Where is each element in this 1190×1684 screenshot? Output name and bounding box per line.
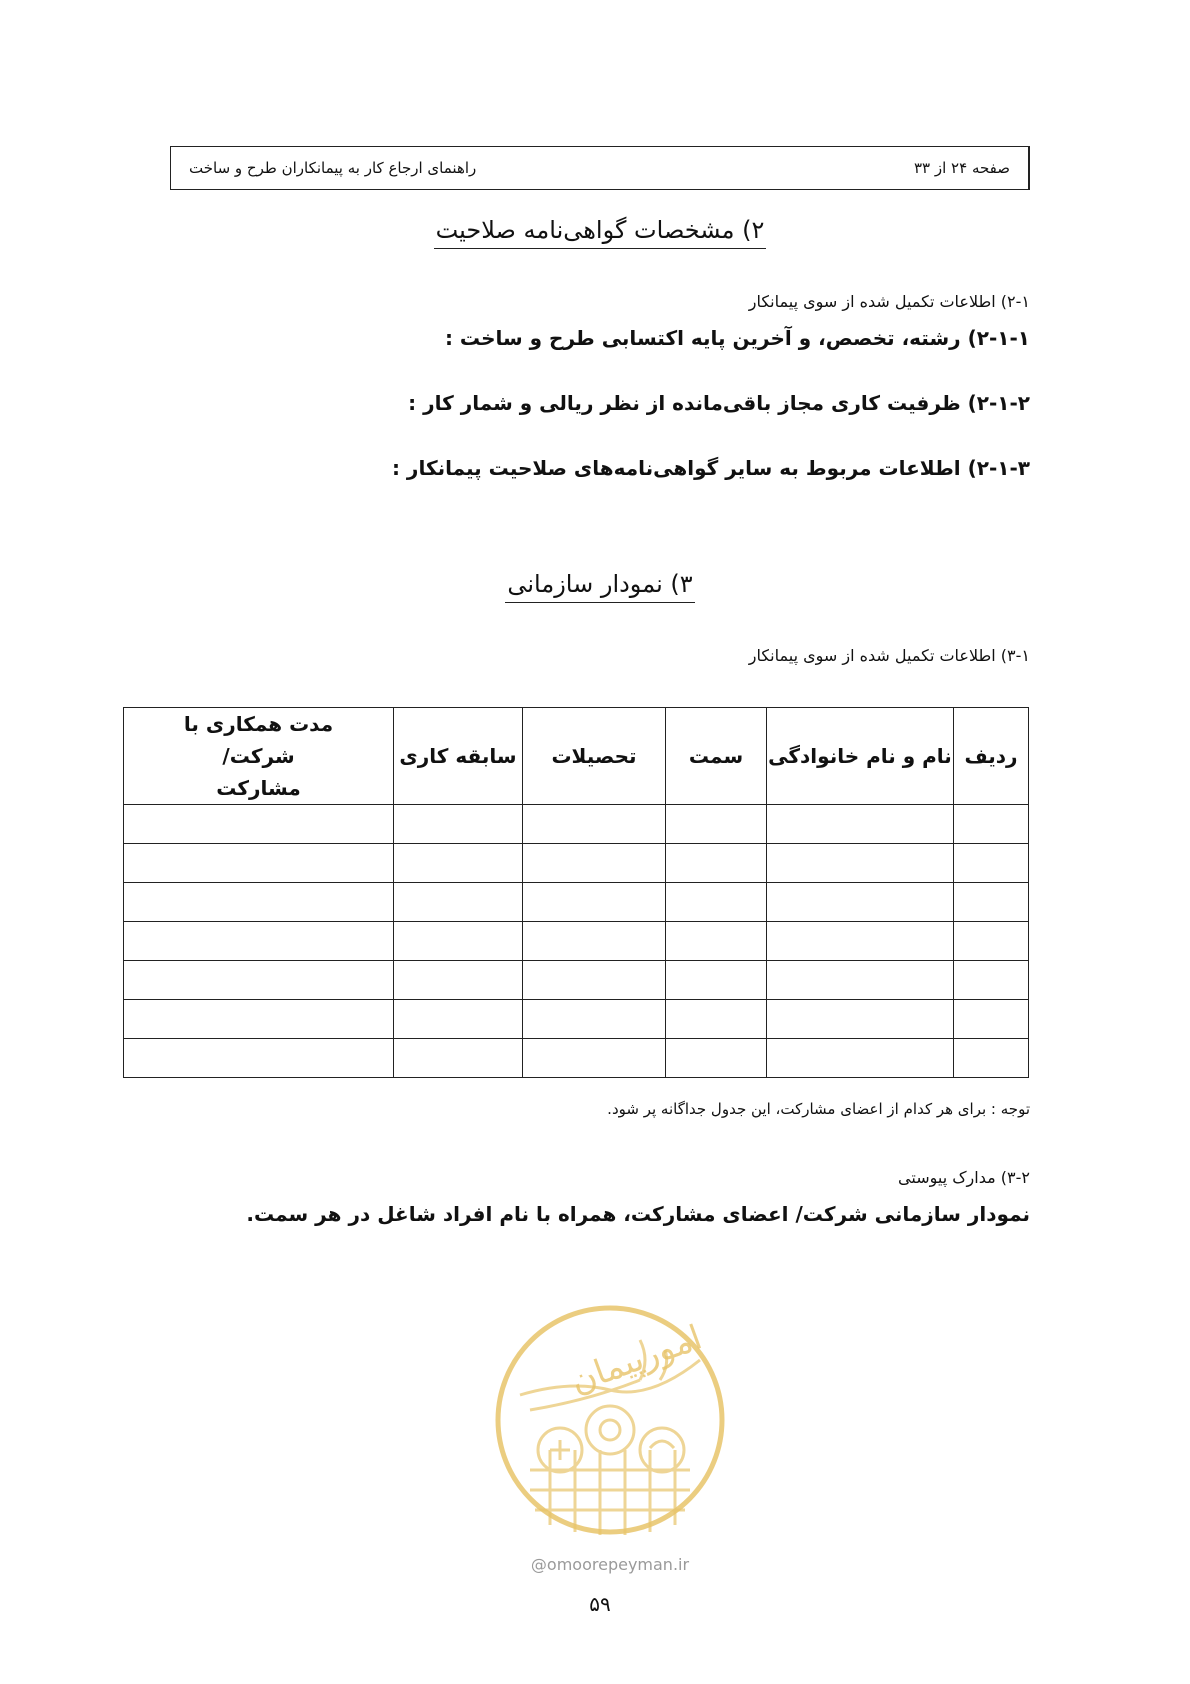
section-3-2-subheading: ۳-۲) مدارک پیوستی [898,1168,1030,1187]
watermark-site-label: @omoorepeyman.ir [530,1555,690,1574]
table-cell[interactable] [394,1000,523,1039]
table-cell[interactable] [767,883,954,922]
table-cell[interactable] [954,961,1029,1000]
table-cell[interactable] [666,922,767,961]
table-note: توجه : برای هر کدام از اعضای مشارکت، این جدول جداگانه پر شود. [607,1100,1030,1118]
table-cell[interactable] [124,844,394,883]
table-cell[interactable] [124,883,394,922]
table-cell[interactable] [666,844,767,883]
table-cell[interactable] [954,1039,1029,1078]
table-cell[interactable] [767,844,954,883]
page-indicator: صفحه ۲۴ از ۳۳ [854,147,1029,189]
table-cell[interactable] [523,883,666,922]
section-3-1-subheading: ۳-۱) اطلاعات تکمیل شده از سوی پیمانکار [748,646,1030,665]
col-header-education: تحصیلات [523,708,666,805]
item-2-1-3: ۲-۱-۳) اطلاعات مربوط به سایر گواهی‌نامه‌های صلاحیت پیمانکار : [391,456,1030,480]
table-cell[interactable] [523,1000,666,1039]
section-2-heading: ۲) مشخصات گواهی‌نامه صلاحیت [300,216,900,249]
page-number: ۵۹ [589,1592,611,1616]
table-header-row [124,708,1029,805]
table-row [124,1000,1029,1039]
col-header-position: سمت [666,708,767,805]
section-3-heading: ۳) نمودار سازمانی [300,570,900,603]
table-cell[interactable] [666,1039,767,1078]
table-cell[interactable] [523,961,666,1000]
table-row [124,805,1029,844]
table-row [124,922,1029,961]
svg-text:امورپیمان: امورپیمان [565,1317,708,1402]
item-2-1-1: ۲-۱-۱) رشته، تخصص، و آخرین پایه اکتسابی طرح و ساخت : [444,326,1030,350]
table-cell[interactable] [954,1000,1029,1039]
table-cell[interactable] [954,805,1029,844]
table-row [124,844,1029,883]
table-cell[interactable] [394,805,523,844]
document-header [170,146,1030,190]
table-cell[interactable] [954,883,1029,922]
table-cell[interactable] [394,961,523,1000]
table-cell[interactable] [666,961,767,1000]
col-header-experience: سابقه کاری [394,708,523,805]
org-chart-table [123,707,1029,1078]
table-cell[interactable] [124,1039,394,1078]
table-cell[interactable] [394,883,523,922]
table-cell[interactable] [954,844,1029,883]
table-cell[interactable] [767,1000,954,1039]
table-cell[interactable] [523,1039,666,1078]
table-cell[interactable] [666,883,767,922]
table-cell[interactable] [523,805,666,844]
section-2-1-subheading: ۲-۱) اطلاعات تکمیل شده از سوی پیمانکار [748,292,1030,311]
col-header-full-name: نام و نام خانوادگی [767,708,954,805]
table-row [124,1039,1029,1078]
table-cell[interactable] [124,922,394,961]
attachments-statement: نمودار سازمانی شرکت/ اعضای مشارکت، همراه با نام افراد شاغل در هر سمت. [246,1202,1030,1226]
table-cell[interactable] [523,922,666,961]
col-header-row-number: ردیف [954,708,1029,805]
table-cell[interactable] [767,922,954,961]
table-cell[interactable] [394,1039,523,1078]
table-cell[interactable] [523,844,666,883]
table-cell[interactable] [954,922,1029,961]
table-cell[interactable] [767,961,954,1000]
table-cell[interactable] [666,805,767,844]
table-cell[interactable] [767,1039,954,1078]
table-cell[interactable] [394,922,523,961]
table-cell[interactable] [767,805,954,844]
table-cell[interactable] [124,961,394,1000]
watermark-logo-icon [490,1300,730,1540]
table-cell[interactable] [666,1000,767,1039]
table-cell[interactable] [394,844,523,883]
item-2-1-2: ۲-۱-۲) ظرفیت کاری مجاز باقی‌مانده از نظر ریالی و شمار کار : [408,391,1030,415]
table-cell[interactable] [124,1000,394,1039]
table-row [124,883,1029,922]
col-header-cooperation-duration: مدت همکاری با شرکت/مشارکت [124,708,394,805]
table-cell[interactable] [124,805,394,844]
table-row [124,961,1029,1000]
document-title: راهنمای ارجاع کار به پیمانکاران طرح و ساخت [189,159,477,177]
